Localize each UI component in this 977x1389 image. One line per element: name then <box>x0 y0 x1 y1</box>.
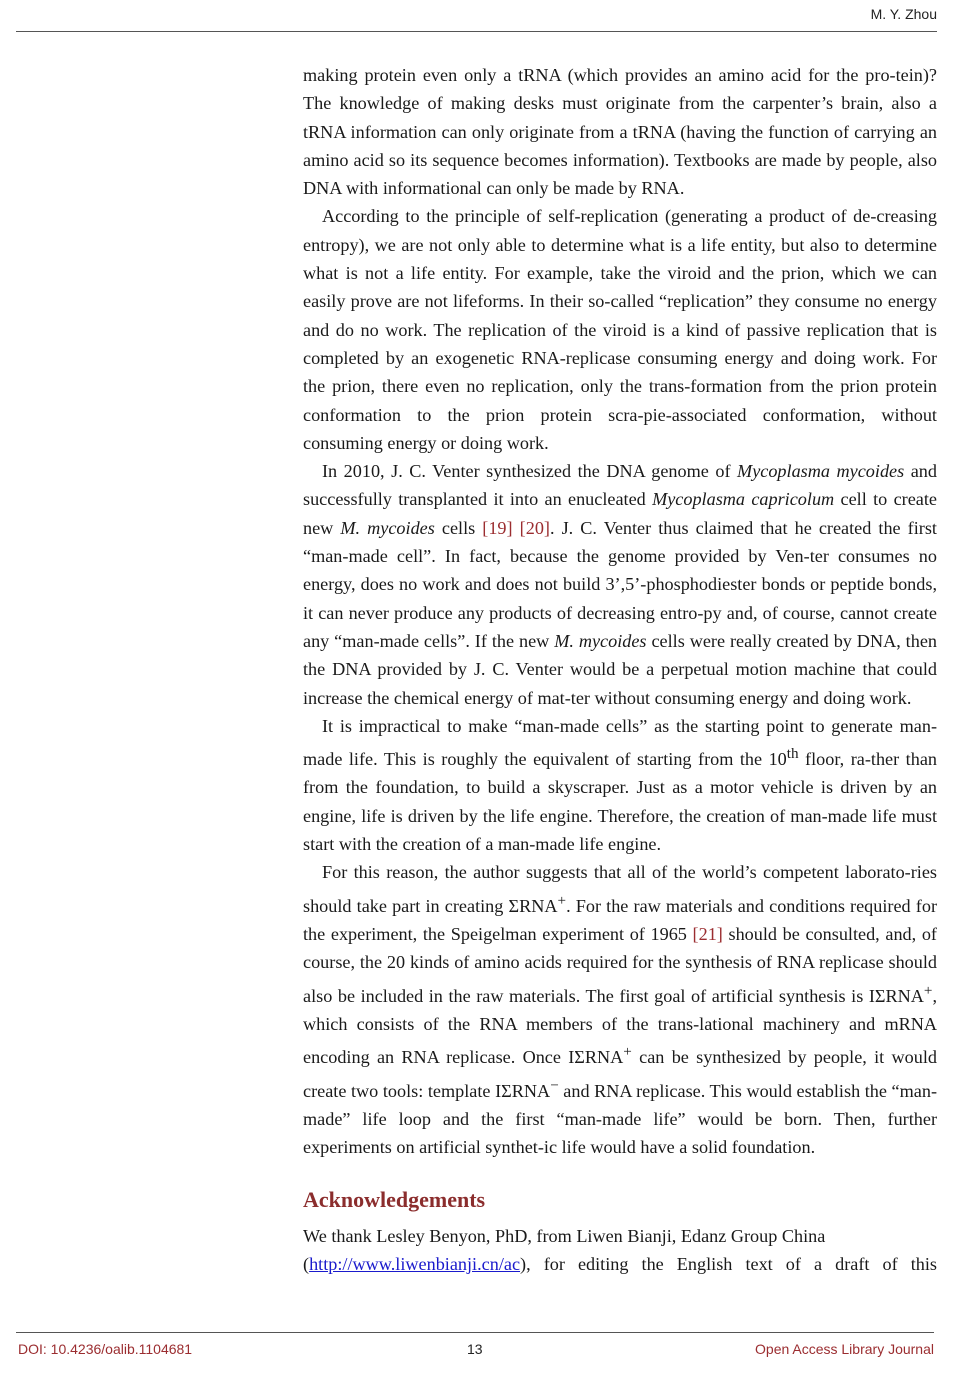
citation-link-19[interactable]: [19] <box>482 517 513 538</box>
paragraph-5-text: can be synthesized by people, it would create two tools: template IΣRNA <box>303 1047 937 1101</box>
paragraph-5-text: and RNA replicase. This would establish the “man-made” life loop and the first “man-made life” would be born. Then, further experiments on artificial synthet-ic life would have a solid foundation. <box>303 1080 937 1158</box>
paragraph-1: making protein even only a tRNA (which provides an amino acid for the pro-tein)? The knowledge of making desks must originate from the carpenter’s brain, also a tRNA information can only originate from a tRNA (having the function of carrying an amino acid so its sequence becomes information). Textbooks are made by people, also DNA with informational can only be made by RNA. <box>303 65 937 199</box>
paragraph-5 <box>303 858 937 1161</box>
superscript: + <box>557 891 567 909</box>
superscript: − <box>550 1076 559 1094</box>
open-paren: ( <box>303 1253 310 1274</box>
superscript: th <box>786 745 799 763</box>
page-number: 13 <box>467 1341 483 1357</box>
paragraph-3-text: cells <box>434 517 483 538</box>
paragraph-4 <box>303 712 937 859</box>
superscript: + <box>623 1043 632 1061</box>
paragraph-5-text: For this reason, the author suggests that all of the world’s competent laborato-ries should take part in creating ΣRNA <box>303 862 937 916</box>
paragraph-3-text <box>513 518 520 538</box>
acknowledgements-line-2 <box>303 1250 937 1278</box>
superscript: + <box>923 981 933 999</box>
species-name: M. mycoides <box>554 630 647 651</box>
footer-journal-name[interactable]: Open Access Library Journal <box>755 1341 934 1357</box>
paragraph-5-text: , which consists of the RNA members of the trans-lational machinery and mRNA encoding an RNA replicase. Once IΣRNA <box>303 985 937 1068</box>
footer-divider <box>16 1332 934 1333</box>
acknowledgements-line-1: We thank Lesley Benyon, PhD, from Liwen Bianji, Edanz Group China <box>303 1225 826 1246</box>
footer-doi-link[interactable]: DOI: 10.4236/oalib.1104681 <box>18 1341 193 1357</box>
paragraph-4-text: It is impractical to make “man-made cells” as the starting point to generate man-made life. This is roughly the equivalent of starting from the 10 <box>303 715 937 770</box>
species-name: M. mycoides <box>340 517 435 538</box>
species-name: Mycoplasma mycoides <box>737 461 905 482</box>
editing-service-link[interactable]: http://www.liwenbianji.cn/ac <box>309 1253 521 1274</box>
paragraph-3-text: cells were really created by DNA, then the DNA provided by J. C. Venter would be a perpetual motion machine that could increase the chemical energy of mat-ter without consuming energy and doing work. <box>303 630 937 708</box>
header-divider <box>16 31 937 32</box>
paragraph-3-text: cell to create new <box>303 489 937 538</box>
running-header-author: M. Y. Zhou <box>870 6 937 22</box>
paragraph-5-text: . For the raw materials and conditions required for the experiment, the Speigelman experiment of 1965 <box>303 895 937 945</box>
citation-link-20[interactable]: [20] <box>519 517 550 538</box>
paragraph-3 <box>303 457 937 712</box>
paragraph-4-text: floor, ra-ther than from the foundation, to build a skyscraper. Just as a motor vehicle is driven by an engine, life is driven by the life engine. Therefore, the creation of man-made life must start with the creation of a man-made life engine. <box>303 749 937 855</box>
article-body <box>303 61 937 1278</box>
paragraph-5-text: should be consulted, and, of course, the 20 kinds of amino acids required for the synthesis of RNA replicase should also be included in the raw materials. The first goal of artificial synthesis is IΣRNA <box>303 924 937 1006</box>
acknowledgements-heading: Acknowledgements <box>303 1186 486 1212</box>
citation-link-21[interactable]: [21] <box>692 924 723 945</box>
species-name: Mycoplasma capricolum <box>652 489 835 510</box>
paragraph-3-text: In 2010, J. C. Venter synthesized the DNA genome of <box>322 461 738 482</box>
paragraph-2: According to the principle of self-replication (generating a product of de-creasing entropy), we are not only able to determine what is a life entity, but also to determine what is not a life entity. For example, take the viroid and the prion, which we can easily prove are not lifeforms. In their so-called “replication” they consume no energy and do no work. The replication of the viroid is a kind of passive replication that is completed by an exogenetic RNA-replicase consuming energy and doing work. For the prion, there even no replication, only the trans-formation from the prion protein conformation to the prion protein scra-pie-associated conformation, without consuming energy or doing work. <box>303 206 937 453</box>
acknowledgements-text: ), for editing the English text of a draft of this <box>520 1253 937 1274</box>
paragraph-3-text: . J. C. Venter thus claimed that he created the first “man-made cell”. In fact, because the genome provided by Ven-ter consumes no energy, does no work and does not build 3’,5’-phosphodiester bonds or peptide bonds, it can never produce any products of decreasing entro-py and, of course, cannot create any “man-made cells”. If the new <box>303 517 937 651</box>
paragraph-3-text: and successfully transplanted it into an enucleated <box>303 461 937 510</box>
